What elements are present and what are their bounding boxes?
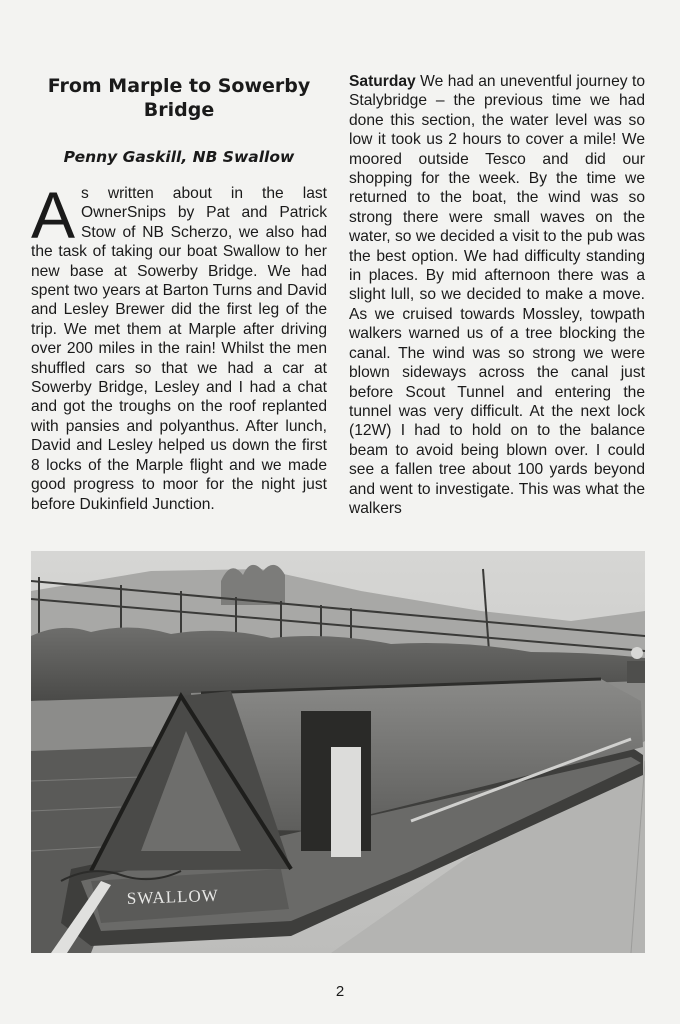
photo-illustration (31, 551, 645, 953)
article-byline: Penny Gaskill, NB Swallow (63, 148, 295, 166)
left-column (31, 72, 327, 514)
drop-cap: A (31, 178, 76, 252)
paragraph-2-lead: Saturday (349, 73, 416, 90)
article-title: From Marple to Sowerby Bridge (47, 75, 311, 121)
boat-name-label: SWALLOW (126, 885, 220, 908)
paragraph-1 (31, 178, 327, 514)
paragraph-2-text: We had an uneventful journey to Stalybridge – the previous time we had done this section, the water level was so low it took us 2 hours to cover a mile! We moored outside Tesco and did our shopping for the week. By the time we returned to the boat, the wind was so strong there were small waves on the water, so we decided a visit to the pub was the best option. We had difficulty standing in places. By mid afternoon there was a slight lull, so we decided to make a move. As we cruised towards Mossley, towpath walkers warned us of a tree blocking the canal. The wind was so strong we were blown sideways across the canal just before Scout Tunnel and entering the tunnel was very difficult. At the next lock (12W) I had to hold on to the balance beam to avoid being blown over. I could see a fallen tree about 100 yards beyond and went to investigate. This was what the walkers (349, 73, 645, 517)
narrowboat-photo (31, 551, 645, 953)
paragraph-2 (349, 72, 645, 518)
page-number: 2 (335, 983, 345, 1000)
paragraph-1-text: s written about in the last OwnerSnips by Pat and Patrick Stow of NB Scherzo, we also had the task of taking our boat Swallow to her new base at Sowerby Bridge. We had spent two years at Barton Turns and David and Lesley Brewer did the first leg of the trip. We met them at Marple after driving over 200 miles in the rain! Whilst the men shuffled cars so that we had a car at Sowerby Bridge, Lesley and I had a chat and got the troughs on the roof replanted with pansies and polyanthus. After lunch, David and Lesley helped us down the first 8 locks of the Marple flight and we made good progress to moor for the night just before Dukinfield Junction. (31, 185, 327, 513)
right-column (349, 72, 645, 518)
